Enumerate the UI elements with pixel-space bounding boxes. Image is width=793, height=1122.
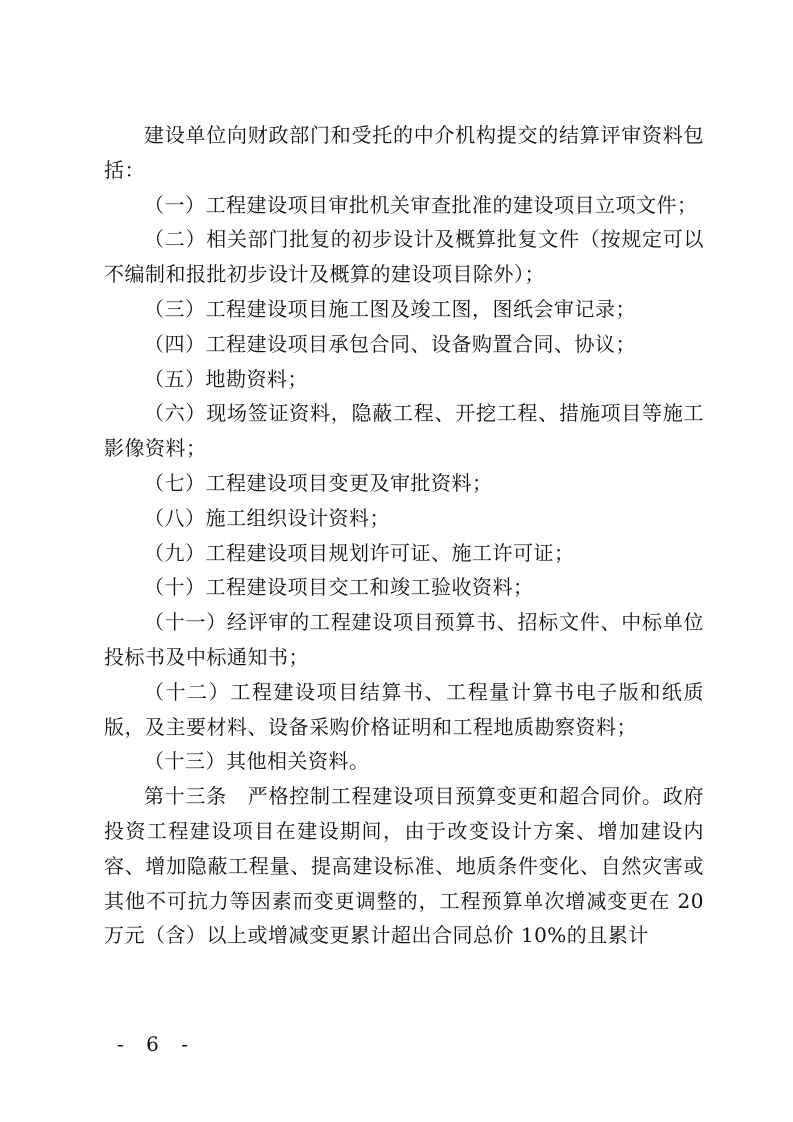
paragraph-item-11: （十一）经评审的工程建设项目预算书、招标文件、中标单位投标书及中标通知书； — [104, 610, 704, 669]
paragraph-intro: 建设单位向财政部门和受托的中介机构提交的结算评审资料包括： — [104, 123, 704, 182]
paragraph-item-10: （十）工程建设项目交工和竣工验收资料； — [144, 575, 534, 600]
paragraph-item-9: （九）工程建设项目规划许可证、施工许可证； — [144, 540, 575, 565]
paragraph-item-5: （五）地勘资料； — [144, 366, 308, 391]
paragraph-item-13: （十三）其他相关资料。 — [144, 749, 370, 774]
paragraph-item-4: （四）工程建设项目承包合同、设备购置合同、协议； — [144, 331, 636, 356]
paragraph-article-13: 第十三条 严格控制工程建设项目预算变更和超合同价。政府投资工程建设项目在建设期间，由于改变设计方案、增加建设内容、增加隐蔽工程量、提高建设标准、地质条件变化、自然灾害或其他不可抗力等因素而变更调整的，工程预算单次增减变更在 20 万元（含）以上或增减变更累计超出合同总价 10%的且累计 — [104, 784, 704, 948]
paragraph-item-1: （一）工程建设项目审批机关审查批准的建设项目立项文件； — [144, 192, 698, 217]
paragraph-item-2: （二）相关部门批复的初步设计及概算批复文件（按规定可以不编制和报批初步设计及概算的建设项目除外）； — [104, 227, 704, 287]
paragraph-item-3: （三）工程建设项目施工图及竣工图，图纸会审记录； — [144, 296, 636, 321]
body-text — [104, 118, 704, 953]
paragraph-item-8: （八）施工组织设计资料； — [144, 505, 390, 530]
paragraph-item-7: （七）工程建设项目变更及审批资料； — [144, 470, 493, 495]
paragraph-item-6: （六）现场签证资料，隐蔽工程、开挖工程、措施项目等施工影像资料； — [104, 401, 704, 461]
page-number: - 6 - — [117, 1032, 196, 1056]
paragraph-item-12: （十二）工程建设项目结算书、工程量计算书电子版和纸质版，及主要材料、设备采购价格证明和工程地质勘察资料； — [104, 679, 704, 739]
